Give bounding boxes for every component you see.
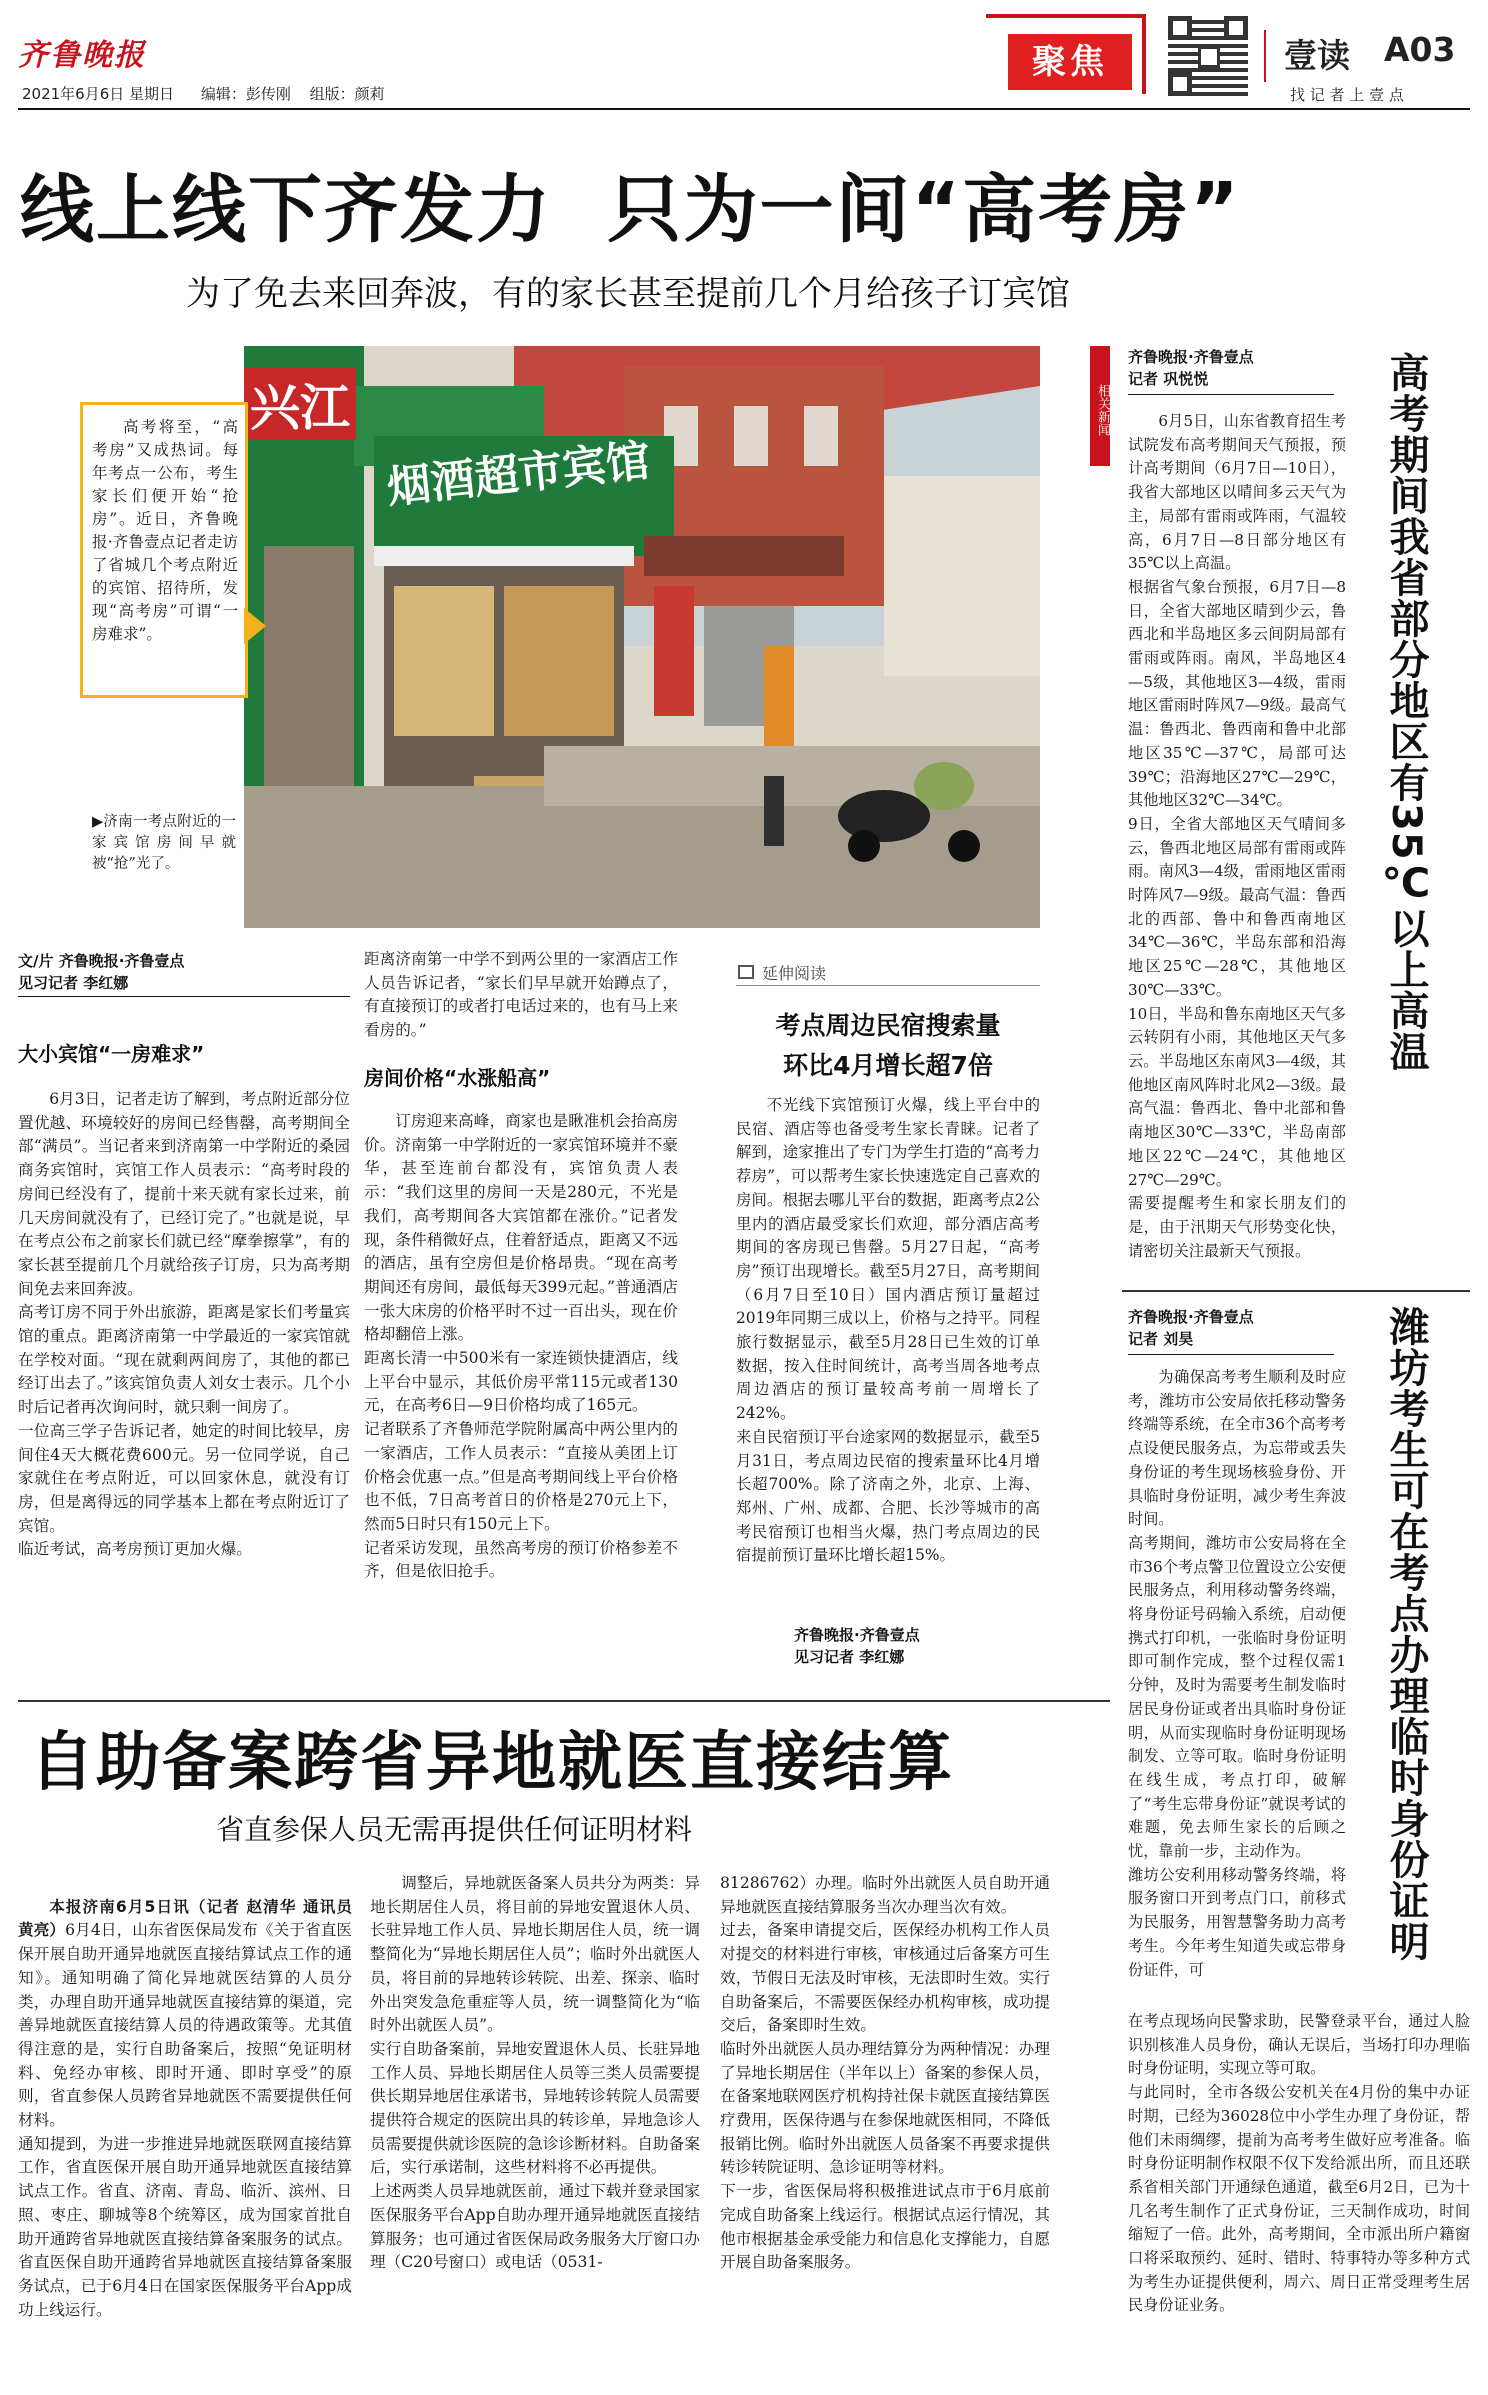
lead-col-1: 6月3日，记者走访了解到，考点附近部分位置优越、环境较好的房间已经售罄，高考期间全部“满员”。当记者来到济南第一中学附近的桑园商务宾馆时，宾馆工作人员表示：“高考时段的房间已经没有了，提前十来天就有家长过来，前几天房间就没有了，已经订完了。”也就是说，早在考点公布之前家长们就已经“摩拳擦掌”，有的家长甚至提前几个月就给孩子订房，只为高考期间免去来回奔波。 高考订房不同于外出旅游，距离是家长们考量宾馆的重点。距离济南第一中学最近的一家宾馆就在学校对面。“现在就剩两间房了，其他的都已经订出去了。”该宾馆负责人刘女士表示。几个小时后记者再次询问时，就只剩一间房了。 一位高三学子告诉记者，她定的时间比较早，房间住4天大概花费600元。另一位同学说，自己家就住在考点附近，可以回家休息，就没有订房，但是离得远的同学基本上都在考点附近订了宾馆。 临近考试，高考房预订更加火爆。	[18, 1090, 350, 1559]
sidebar-tag	[736, 960, 1040, 986]
photo-sign-1: 烟酒超市宾馆	[384, 435, 653, 514]
lead-headline: 线上线下齐发力 只为一间“高考房”	[20, 167, 1241, 253]
lead-byline-2: 见习记者 李红娜	[18, 974, 129, 992]
weather-byline-1: 齐鲁晚报·齐鲁壹点	[1128, 348, 1254, 366]
layout-editor: 组版：颜莉	[309, 85, 385, 103]
sidebar-title: 考点周边民宿搜索量 环比4月增长超7倍	[775, 1011, 1001, 1080]
related-news-label: 相关新闻	[1095, 384, 1110, 436]
lead-byline-1: 文/片 齐鲁晚报·齐鲁壹点	[18, 952, 185, 970]
masthead	[0, 0, 1488, 128]
weifang-byline	[1128, 1306, 1328, 1350]
sidebar-tag-label: 延伸阅读	[762, 964, 827, 983]
medical-col-2: 调整后，异地就医备案人员共分为两类：异地长期居住人员，将目前的异地安置退休人员、长驻异地工作人员、异地长期居住人员，统一调整简化为“异地长期居住人员”；临时外出就医人员，将目前的异地转诊转院、出差、探亲、临时外出突发急危重症等人员，统一调整简化为“临时外出就医人员”。 实行自助备案前，异地安置退休人员、长驻异地工作人员、异地长期居住人员等三类人员需要提供长期异地居住承诺书，异地转诊转院人员需要提供符合规定的医院出具的转诊单，异地急诊人员需要提供就诊医院的急诊诊断材料。自助备案后，实行承诺制，这些材料将不必再提供。 上述两类人员异地就医前，通过下载并登录国家医保服务平台App自助办理开通异地就医直接结算服务；也可通过省医保局政务服务大厅窗口办理（C20号窗口）或电话（0531-	[370, 1874, 700, 2272]
editor: 编辑：彭传刚	[200, 85, 291, 103]
weather-byline-rule	[1128, 394, 1334, 395]
subhead-2: 房间价格“水涨船高”	[364, 1066, 551, 1090]
lead-photo	[244, 346, 1040, 928]
doc-icon	[738, 965, 754, 979]
intro-text: 高考将至，“高考房”又成热词。每年考点一公布，考生家长们便开始“抢房”。近日，齐鲁晚报·齐鲁壹点记者走访了省城几个考点附近的宾馆、招待所，发现“高考房”可谓“一房难求”。	[92, 418, 238, 643]
sidebar-byline-2: 见习记者 李红娜	[794, 1648, 905, 1666]
qr-code	[1168, 16, 1248, 96]
weifang-headline: 潍坊考生可在考点办理临时身份证明	[1383, 1306, 1429, 1962]
weifang-text-wide: 在考点现场向民警求助，民警登录平台，通过人脸识别核准人员身份，确认无误后，当场打印办理临时身份证明，实现立等可取。 与此同时，全市各级公安机关在4月份的集中办证时期，已经为36028位中小学生办理了身份证，帮他们未雨绸缪，提前为高考考生做好应考准备。临时身份证明制作权限不仅下发给派出所，而且还联系省相关部门开通绿色通道，截至6月2日，已为十几名考生制作了正式身份证，三天制作成功，时间缩短了一倍。此外，高考期间，全市派出所户籍窗口将采取预约、延时、错时、特事特办等多种方式为考生办证提供便利，周六、周日正常受理考生居民身份证业务。	[1128, 2012, 1470, 2315]
page-number: A03	[1384, 30, 1456, 69]
medical-col-1-text: 6月4日，山东省医保局发布《关于省直医保开展自助开通异地就医直接结算试点工作的通知》。通知明确了简化异地就医结算的人员分类，办理自助开通异地就医直接结算的渠道，完善异地就医直接结算人员的待遇政策等。尤其值得注意的是，实行自助备案后，按照“免证明材料、免经办审核、即时开通、即时享受”的原则，省直参保人员跨省异地就医不需要提供任何材料。 通知提到，为进一步推进异地就医联网直接结算工作，省直医保开展自助开通异地就医直接结算试点工作。省直、济南、青岛、临沂、滨州、日照、枣庄、聊城等8个统筹区，成为国家首批自助开通跨省异地就医直接结算备案服务的试点。省直医保自助开通跨省异地就医直接结算备案服务试点，已于6月4日在国家医保服务平台App成功上线运行。	[18, 1921, 352, 2319]
sidebar-byline	[794, 1624, 1034, 1668]
right-column-divider	[1122, 1290, 1470, 1292]
lead-col-2-top: 距离济南第一中学不到两公里的一家酒店工作人员告诉记者，“家长们早早就开始蹲点了，有直接预订的或者打电话过来的，也有马上来看房的。”	[364, 950, 678, 1040]
sidebar-byline-1: 齐鲁晚报·齐鲁壹点	[794, 1626, 920, 1644]
masthead-divider	[1264, 30, 1266, 82]
masthead-rule	[18, 108, 1470, 110]
photo-caption: ▶济南一考点附近的一家宾馆房间早就被“抢”光了。	[92, 814, 236, 872]
weather-text: 6月5日，山东省教育招生考试院发布高考期间天气预报，预计高考期间（6月7日—10日），我省大部地区以晴间多云天气为主，局部有雷雨或阵雨，气温较高，6月7日—8日部分地区有35℃以上高温。 根据省气象台预报，6月7日—8日，全省大部地区晴到少云，鲁西北和半岛地区多云间阴局部有雷雨或阵雨。南风，半岛地区4—5级，其他地区3—4级，雷雨地区雷雨时阵风7—9级。最高气温：鲁西北、鲁西南和鲁中北部地区35℃—37℃，局部可达39℃；沿海地区27℃—29℃，其他地区32℃—34℃。 9日，全省大部地区天气晴间多云，鲁西北地区局部有雷雨或阵雨。南风3—4级，雷雨地区雷雨时阵风7—9级。最高气温：鲁西北的西部、鲁中和鲁西南地区34℃—36℃，半岛东部和沿海地区25℃—28℃，其他地区30℃—33℃。 10日，半岛和鲁东南地区天气多云转阴有小雨，其他地区天气多云。半岛地区东南风3—4级，其他地区南风阵时北风2—3级。最高气温：鲁西北、鲁中北部和鲁南地区30℃—33℃，半岛南部地区22℃—24℃，其他地区27℃—29℃。 需要提醒考生和家长朋友们的是，由于汛期天气形势变化快，请密切关注最新天气预报。	[1128, 412, 1346, 1260]
weifang-byline-1: 齐鲁晚报·齐鲁壹点	[1128, 1308, 1254, 1326]
weather-headline: 高考期间我省部分地区有35℃以上高温	[1383, 352, 1429, 1072]
weifang-text-narrow: 为确保高考考生顺利及时应考，潍坊市公安局依托移动警务终端等系统，在全市36个高考考点设便民服务点，为忘带或丢失身份证的考生现场核验身份、开具临时身份证明，减少考生奔波时间。 高考期间，潍坊市公安局将在全市36个考点警卫位置设立公安便民服务点，利用移动警务终端，将身份证号码输入系统，启动便携式打印机，一张临时身份证明即可制作完成，整个过程仅需1分钟，及时为需要考生制发临时居民身份证或者出具临时身份证明，从而实现临时身份证明现场制发、立等可取。临时身份证明在线生成，考点打印，破解了“考生忘带身份证”就误考试的难题，免去师生家长的后顾之忧，靠前一步，主动作为。 潍坊公安利用移动警务终端，将服务窗口开到考点门口，前移式为民服务，用智慧警务助力高考考生。今年考生知道失或忘带身份证件，可	[1128, 1368, 1346, 1979]
sidebar-text: 不光线下宾馆预订火爆，线上平台中的民宿、酒店等也备受考生家长青睐。记者了解到，途家推出了专门为学生打造的“高考力荐房”，可以帮考生家长快速选定自己喜欢的房间。根据去哪儿平台的数据，距离考点2公里内的酒店最受家长们欢迎，部分酒店高考期间的客房现已售罄。5月27日起，“高考房”预订出现增长。截至5月27日，高考期间（6月7日至10日）国内酒店预订量超过2019年同期三成以上，价格与之持平。同程旅行数据显示，截至5月28日已生效的订单数据，按入住时间统计，高考当周各地考点周边酒店的预订量较高考前一周增长了242%。 来自民宿预订平台途家网的数据显示，截至5月31日，考点周边民宿的搜索量环比4月增长超700%。除了济南之外，北京、上海、郑州、广州、成都、合肥、长沙等城市的高考民宿预订也相当火爆，热门考点周边的民宿提前预订量环比增长超15%。	[736, 1096, 1040, 1565]
photo-sign-2: 兴江	[244, 368, 356, 440]
medical-headline: 自助备案跨省异地就医直接结算	[30, 1726, 954, 1800]
lead-byline	[18, 950, 250, 994]
date: 2021年6月6日 星期日	[22, 85, 175, 103]
paper-logo: 齐鲁晚报	[18, 38, 146, 73]
weather-byline	[1128, 346, 1328, 390]
weather-byline-2: 记者 巩悦悦	[1128, 370, 1209, 388]
byline-rule	[18, 996, 350, 997]
slogan: 找 记 者 上 壹 点	[1290, 86, 1404, 104]
medical-lead: 本报济南6月5日讯（记者 赵清华 通讯员 黄亮）	[18, 1897, 352, 1940]
section-name: 壹读	[1284, 36, 1350, 75]
weifang-byline-2: 记者 刘昊	[1128, 1330, 1194, 1348]
medical-col-3: 81286762）办理。临时外出就医人员自助开通异地就医直接结算服务当次办理当次有效。 过去，备案申请提交后，医保经办机构工作人员对提交的材料进行审核，审核通过后备案方可生效，节假日无法及时审核，无法即时生效。实行自助备案后，不需要医保经办机构审核，成功提交后，备案即时生效。 临时外出就医人员办理结算分为两种情况：办理了异地长期居住（半年以上）备案的参保人员，在备案地联网医疗机构持社保卡就医直接结算医疗费用，医保待遇与在参保地就医相同，不降低报销比例。临时外出就医人员备案不再要求提供转诊转院证明、急诊证明等材料。 下一步，省医保局将积极推进试点市于6月底前完成自助备案上线运行。根据试点运行情况，其他市根据基金承受能力和信息化支撑能力，自愿开展自助备案服务。	[720, 1874, 1050, 2272]
related-news-tag	[1090, 346, 1110, 466]
section-tag: 聚焦	[1008, 34, 1132, 90]
intro-callout-pointer	[244, 608, 266, 644]
weifang-byline-rule	[1128, 1354, 1334, 1355]
section-divider	[18, 1700, 1110, 1702]
medical-col-1	[18, 1872, 352, 2322]
medical-subheadline: 省直参保人员无需再提供任何证明材料	[216, 1813, 693, 1846]
date-line	[22, 83, 385, 104]
lead-col-2: 订房迎来高峰，商家也是瞅准机会抬高房价。济南第一中学附近的一家宾馆环境并不豪华，甚至连前台都没有，宾馆负责人表示：“我们这里的房间一天是280元，不光是我们，高考期间各大宾馆都在涨价。”记者发现，条件稍微好点，住着舒适点，距离又不远的酒店，虽有空房但是价格昂贵。“现在高考期间还有房间，最低每天399元起。”普通酒店一张大床房的价格平时不过一百出头，现在价格却翻倍上涨。 距离长清一中500米有一家连锁快捷酒店，线上平台中显示，其低价房平常115元或者130元，在高考6日—9日价格均成了165元。 记者联系了齐鲁师范学院附属高中两公里内的一家酒店，工作人员表示：“直接从美团上订价格会优惠一点。”但是高考期间线上平台价格也不低，7日高考首日的价格是270元上下，然而5日时只有150元上下。 记者采访发现，虽然高考房的预订价格参差不齐，但是依旧抢手。	[364, 1112, 678, 1581]
lead-subheadline: 为了免去来回奔波，有的家长甚至提前几个月给孩子订宾馆	[186, 274, 1070, 314]
subhead-1: 大小宾馆“一房难求”	[18, 1042, 205, 1066]
weather-text-narrow	[1128, 410, 1346, 1260]
